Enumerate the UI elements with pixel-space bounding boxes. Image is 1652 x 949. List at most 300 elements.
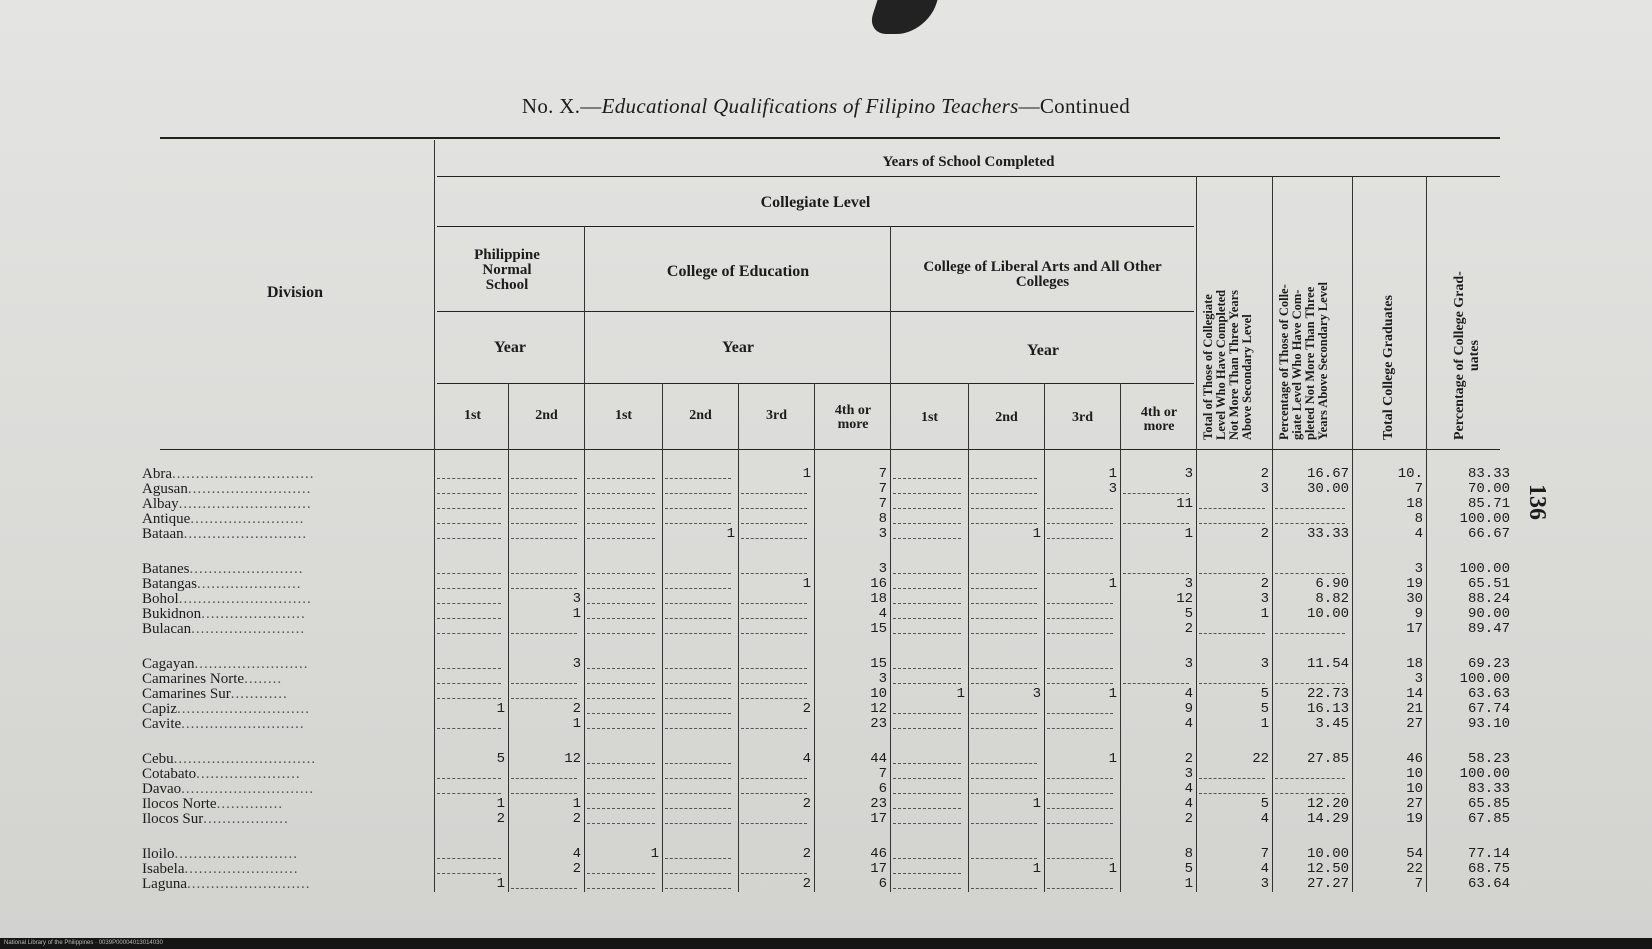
empty-cell-dash (511, 888, 577, 889)
cell-pct3: 12.20 (1306, 796, 1349, 812)
cell-pctg: 58.23 (1467, 751, 1510, 767)
empty-cell-dash (1047, 508, 1113, 509)
division-label: Laguna (142, 876, 187, 892)
cell-cla4: 3 (1184, 656, 1193, 672)
pns-year-header: Year (494, 339, 526, 356)
empty-cell-dash (893, 508, 961, 509)
empty-cell-dash (437, 538, 501, 539)
cell-coe3: 2 (802, 701, 811, 717)
division-name (142, 482, 311, 497)
cell-pctg: 63.64 (1467, 876, 1510, 892)
cell-grads: 19 (1406, 811, 1423, 827)
page-title (0, 94, 1652, 119)
empty-cell-dash (511, 793, 577, 794)
empty-cell-dash (511, 478, 577, 479)
empty-cell-dash (741, 668, 807, 669)
leader-dots: .......................... (181, 716, 305, 732)
page-number: 136 (1524, 484, 1550, 520)
division-name (142, 702, 310, 717)
cell-cla4: 4 (1184, 716, 1193, 732)
division-name (142, 767, 301, 782)
cell-pctg: 68.75 (1467, 861, 1510, 877)
cell-coe4: 3 (878, 526, 887, 542)
empty-cell-dash (1047, 823, 1113, 824)
empty-cell-dash (437, 633, 501, 634)
cell-grads: 10. (1397, 466, 1423, 482)
cell-grads: 30 (1406, 591, 1423, 607)
cell-total3: 2 (1260, 576, 1269, 592)
cell-coe4: 3 (878, 561, 887, 577)
cell-total3: 1 (1260, 716, 1269, 732)
empty-cell-dash (1047, 808, 1113, 809)
cell-cla4: 8 (1184, 846, 1193, 862)
cell-grads: 18 (1406, 656, 1423, 672)
division-header: Division (266, 284, 323, 301)
empty-cell-dash (587, 508, 655, 509)
division-label: Camarines Sur (142, 686, 231, 702)
empty-cell-dash (893, 873, 961, 874)
cell-grads: 27 (1406, 716, 1423, 732)
empty-cell-dash (1275, 508, 1345, 509)
empty-cell-dash (1047, 538, 1113, 539)
empty-cell-dash (1047, 778, 1113, 779)
empty-cell-dash (1047, 858, 1113, 859)
leader-dots: .................. (203, 811, 289, 827)
table-top-rule (160, 137, 1500, 139)
empty-cell-dash (587, 698, 655, 699)
leader-dots: .......................... (186, 876, 311, 892)
cell-cla4: 4 (1184, 796, 1193, 812)
empty-cell-dash (511, 523, 577, 524)
cla-1st: 1st (920, 410, 939, 425)
leader-dots: ...................... (196, 576, 302, 592)
empty-cell-dash (741, 573, 807, 574)
division-name (142, 497, 312, 512)
empty-cell-dash (587, 603, 655, 604)
division-label: Agusan (142, 481, 188, 497)
cla-4th: 4th or more (1140, 405, 1178, 434)
leader-dots: ...................... (196, 766, 301, 782)
header-bottom-rule (160, 449, 1500, 450)
empty-cell-dash (971, 823, 1037, 824)
cell-pct3: 12.50 (1306, 861, 1349, 877)
leader-dots: ........................ (190, 511, 305, 527)
empty-cell-dash (437, 873, 501, 874)
cell-coe4: 44 (870, 751, 887, 767)
cell-grads: 10 (1406, 781, 1423, 797)
empty-cell-dash (511, 698, 577, 699)
cell-grads: 10 (1406, 766, 1423, 782)
division-label: Cebu (142, 751, 174, 767)
cell-total3: 4 (1260, 861, 1269, 877)
empty-cell-dash (587, 778, 655, 779)
empty-cell-dash (893, 858, 961, 859)
empty-cell-dash (587, 873, 655, 874)
leader-dots: .......................... (174, 846, 298, 862)
division-label: Cagayan (142, 656, 195, 672)
cell-cla2: 1 (1032, 861, 1041, 877)
empty-cell-dash (511, 573, 577, 574)
cell-grads: 46 (1406, 751, 1423, 767)
cell-total3: 3 (1260, 876, 1269, 892)
empty-cell-dash (971, 763, 1037, 764)
division-label: Bataan (142, 526, 184, 542)
empty-cell-dash (665, 778, 731, 779)
cell-coe3: 2 (802, 846, 811, 862)
empty-cell-dash (741, 728, 807, 729)
empty-cell-dash (437, 618, 501, 619)
empty-cell-dash (1047, 618, 1113, 619)
col-rule (814, 383, 815, 892)
empty-cell-dash (437, 778, 501, 779)
empty-cell-dash (741, 618, 807, 619)
empty-cell-dash (1123, 683, 1189, 684)
empty-cell-dash (665, 728, 731, 729)
cell-pct3: 27.27 (1306, 876, 1349, 892)
cell-pctg: 88.24 (1467, 591, 1510, 607)
division-name (142, 672, 282, 687)
cell-grads: 3 (1414, 671, 1423, 687)
empty-cell-dash (971, 588, 1037, 589)
empty-cell-dash (1123, 573, 1189, 574)
empty-cell-dash (665, 763, 731, 764)
cell-cla4: 5 (1184, 606, 1193, 622)
cell-pns2: 1 (572, 796, 581, 812)
cell-cla4: 2 (1184, 621, 1193, 637)
leader-dots: .............................. (172, 466, 315, 482)
empty-cell-dash (511, 633, 577, 634)
empty-cell-dash (665, 713, 731, 714)
empty-cell-dash (1199, 778, 1265, 779)
rule-under-year (437, 383, 1194, 384)
empty-cell-dash (665, 478, 731, 479)
cell-coe4: 23 (870, 796, 887, 812)
empty-cell-dash (1199, 683, 1265, 684)
cell-coe3: 1 (802, 466, 811, 482)
cell-grads: 7 (1414, 876, 1423, 892)
empty-cell-dash (665, 793, 731, 794)
title-prefix: No. X.— (521, 94, 602, 118)
empty-cell-dash (1123, 523, 1189, 524)
empty-cell-dash (665, 603, 731, 604)
coe-4th: 4th or more (834, 403, 872, 432)
division-name (142, 812, 289, 827)
empty-cell-dash (437, 523, 501, 524)
pct-three-years-header: Percentage of Those of Colle- giate Level Who Have Com- pleted Not More Than Three Years Above Secondary Level (1277, 282, 1330, 440)
empty-cell-dash (741, 683, 807, 684)
cell-coe4: 10 (870, 686, 887, 702)
empty-cell-dash (1047, 523, 1113, 524)
division-label: Cavite (142, 716, 182, 732)
leader-dots: ............................ (178, 496, 312, 512)
cell-pct3: 10.00 (1306, 606, 1349, 622)
empty-cell-dash (741, 538, 807, 539)
empty-cell-dash (587, 713, 655, 714)
empty-cell-dash (741, 523, 807, 524)
cell-coe3: 2 (802, 796, 811, 812)
division-name (142, 657, 308, 672)
collegiate-level-header: Collegiate Level (760, 194, 871, 211)
empty-cell-dash (587, 633, 655, 634)
cell-coe4: 7 (878, 466, 887, 482)
cell-pct3: 3.45 (1315, 716, 1349, 732)
col-rule (1196, 176, 1197, 892)
cell-cla4: 3 (1184, 576, 1193, 592)
cell-pctg: 77.14 (1467, 846, 1510, 862)
empty-cell-dash (1047, 668, 1113, 669)
empty-cell-dash (511, 778, 577, 779)
empty-cell-dash (1047, 713, 1113, 714)
empty-cell-dash (587, 728, 655, 729)
col-rule (738, 383, 739, 892)
leader-dots: ........................ (191, 621, 306, 637)
cell-pct3: 22.73 (1306, 686, 1349, 702)
empty-cell-dash (1275, 573, 1345, 574)
cell-coe3: 4 (802, 751, 811, 767)
empty-cell-dash (665, 888, 731, 889)
division-label: Ilocos Sur (142, 811, 204, 827)
coe-1st: 1st (614, 408, 633, 423)
empty-cell-dash (1275, 523, 1345, 524)
cell-grads: 18 (1406, 496, 1423, 512)
col-rule (1426, 176, 1427, 892)
cell-pct3: 10.00 (1306, 846, 1349, 862)
col-rule (1272, 176, 1273, 892)
empty-cell-dash (893, 618, 961, 619)
cell-pct3: 16.67 (1306, 466, 1349, 482)
empty-cell-dash (511, 508, 577, 509)
cell-coe3: 1 (802, 576, 811, 592)
cell-pns2: 1 (572, 716, 581, 732)
cell-pctg: 70.00 (1467, 481, 1510, 497)
empty-cell-dash (971, 888, 1037, 889)
cell-grads: 4 (1414, 526, 1423, 542)
division-label: Capiz (142, 701, 177, 717)
empty-cell-dash (587, 823, 655, 824)
empty-cell-dash (1047, 728, 1113, 729)
rule-under-collegiate (437, 226, 1194, 227)
division-label: Antique (142, 511, 191, 527)
cla-3rd: 3rd (1072, 410, 1093, 425)
empty-cell-dash (587, 808, 655, 809)
col-rule (584, 226, 585, 892)
coe-year-header: Year (722, 339, 754, 356)
division-label: Bulacan (142, 621, 192, 637)
cell-coe4: 6 (878, 876, 887, 892)
col-rule (1044, 383, 1045, 892)
cell-grads: 22 (1406, 861, 1423, 877)
cell-pns2: 2 (572, 701, 581, 717)
division-name (142, 847, 298, 862)
empty-cell-dash (1047, 888, 1113, 889)
cell-cla3: 3 (1108, 481, 1117, 497)
empty-cell-dash (437, 478, 501, 479)
empty-cell-dash (893, 523, 961, 524)
cell-pct3: 8.82 (1315, 591, 1349, 607)
empty-cell-dash (893, 493, 961, 494)
cell-pns1: 5 (496, 751, 505, 767)
empty-cell-dash (971, 523, 1037, 524)
division-label: Ilocos Norte (142, 796, 217, 812)
cell-pns1: 1 (496, 701, 505, 717)
empty-cell-dash (1275, 683, 1345, 684)
empty-cell-dash (665, 588, 731, 589)
leader-dots: .............................. (173, 751, 317, 767)
empty-cell-dash (741, 493, 807, 494)
empty-cell-dash (437, 588, 501, 589)
rule-under-years-completed (437, 176, 1500, 177)
cell-pctg: 90.00 (1467, 606, 1510, 622)
cell-cla3: 1 (1108, 576, 1117, 592)
empty-cell-dash (665, 668, 731, 669)
cell-pctg: 83.33 (1467, 466, 1510, 482)
empty-cell-dash (437, 573, 501, 574)
cell-cla4: 4 (1184, 686, 1193, 702)
empty-cell-dash (1123, 493, 1189, 494)
empty-cell-dash (1275, 793, 1345, 794)
empty-cell-dash (437, 793, 501, 794)
empty-cell-dash (1199, 573, 1265, 574)
cell-total3: 3 (1260, 481, 1269, 497)
empty-cell-dash (1199, 523, 1265, 524)
empty-cell-dash (587, 618, 655, 619)
empty-cell-dash (587, 538, 655, 539)
cell-pctg: 100.00 (1459, 511, 1510, 527)
empty-cell-dash (665, 808, 731, 809)
division-name (142, 607, 306, 622)
cell-grads: 21 (1406, 701, 1423, 717)
division-name (142, 467, 315, 482)
division-label: Camarines Norte (142, 671, 245, 687)
cell-pns1: 1 (496, 876, 505, 892)
leader-dots: ............................ (177, 701, 310, 717)
cell-coe3: 2 (802, 876, 811, 892)
leader-dots: ............ (230, 686, 288, 702)
empty-cell-dash (893, 588, 961, 589)
cell-pct3: 6.90 (1315, 576, 1349, 592)
empty-cell-dash (511, 683, 577, 684)
empty-cell-dash (741, 698, 807, 699)
cell-pctg: 100.00 (1459, 671, 1510, 687)
leader-dots: ............................ (178, 591, 312, 607)
empty-cell-dash (893, 713, 961, 714)
cell-pctg: 67.74 (1467, 701, 1510, 717)
empty-cell-dash (741, 508, 807, 509)
footer-strip: National Library of the Philippines · 0039P00004013014030 (0, 938, 1652, 949)
cell-grads: 8 (1414, 511, 1423, 527)
cell-pctg: 66.67 (1467, 526, 1510, 542)
cell-pctg: 93.10 (1467, 716, 1510, 732)
empty-cell-dash (587, 523, 655, 524)
cell-pns2: 1 (572, 606, 581, 622)
empty-cell-dash (971, 713, 1037, 714)
cell-cla2: 3 (1032, 686, 1041, 702)
cell-pct3: 11.54 (1306, 656, 1349, 672)
empty-cell-dash (893, 603, 961, 604)
cell-coe4: 7 (878, 496, 887, 512)
cell-cla4: 2 (1184, 751, 1193, 767)
leader-dots: ...................... (201, 606, 306, 622)
leader-dots: ........................ (184, 861, 299, 877)
cell-coe4: 8 (878, 511, 887, 527)
empty-cell-dash (971, 728, 1037, 729)
cell-pns1: 1 (496, 796, 505, 812)
empty-cell-dash (893, 778, 961, 779)
cell-cla4: 12 (1176, 591, 1193, 607)
empty-cell-dash (741, 873, 807, 874)
cell-cla3: 1 (1108, 466, 1117, 482)
division-name (142, 687, 288, 702)
cell-total3: 22 (1252, 751, 1269, 767)
empty-cell-dash (893, 538, 961, 539)
cell-cla3: 1 (1108, 686, 1117, 702)
empty-cell-dash (437, 508, 501, 509)
division-name (142, 862, 298, 877)
empty-cell-dash (893, 633, 961, 634)
empty-cell-dash (587, 493, 655, 494)
empty-cell-dash (587, 888, 655, 889)
empty-cell-dash (665, 523, 731, 524)
cell-total3: 5 (1260, 796, 1269, 812)
cell-coe2: 1 (726, 526, 735, 542)
empty-cell-dash (665, 698, 731, 699)
col-rule (434, 140, 435, 892)
cell-pct3: 33.33 (1306, 526, 1349, 542)
empty-cell-dash (437, 728, 501, 729)
cell-cla4: 3 (1184, 466, 1193, 482)
title-italic: Educational Qualifications of Filipino Teachers (601, 94, 1019, 118)
empty-cell-dash (665, 823, 731, 824)
division-name (142, 512, 304, 527)
empty-cell-dash (587, 573, 655, 574)
cell-coe4: 23 (870, 716, 887, 732)
coe-2nd: 2nd (689, 408, 712, 423)
empty-cell-dash (971, 573, 1037, 574)
cell-cla4: 2 (1184, 811, 1193, 827)
leader-dots: ........................ (189, 561, 304, 577)
ink-blot (866, 0, 937, 34)
cell-pctg: 69.23 (1467, 656, 1510, 672)
cell-coe4: 18 (870, 591, 887, 607)
cell-coe4: 15 (870, 656, 887, 672)
cell-cla4: 5 (1184, 861, 1193, 877)
leader-dots: ........................ (194, 656, 309, 672)
cell-pns2: 2 (572, 811, 581, 827)
cell-total3: 4 (1260, 811, 1269, 827)
cell-pctg: 100.00 (1459, 766, 1510, 782)
cell-pctg: 63.63 (1467, 686, 1510, 702)
empty-cell-dash (665, 508, 731, 509)
empty-cell-dash (741, 778, 807, 779)
pns-2nd: 2nd (535, 408, 558, 423)
rule-under-school-names (437, 311, 1194, 312)
cell-pctg: 85.71 (1467, 496, 1510, 512)
years-completed-header: Years of School Completed (882, 154, 1055, 170)
total-grads-header: Total College Graduates (1381, 295, 1396, 440)
cell-coe1: 1 (650, 846, 659, 862)
cell-cla4: 1 (1184, 526, 1193, 542)
cell-total3: 2 (1260, 466, 1269, 482)
cell-cla4: 3 (1184, 766, 1193, 782)
empty-cell-dash (587, 668, 655, 669)
empty-cell-dash (971, 683, 1037, 684)
empty-cell-dash (587, 763, 655, 764)
cell-pctg: 65.85 (1467, 796, 1510, 812)
cell-total3: 7 (1260, 846, 1269, 862)
empty-cell-dash (971, 478, 1037, 479)
division-label: Bohol (142, 591, 179, 607)
cell-coe4: 17 (870, 861, 887, 877)
